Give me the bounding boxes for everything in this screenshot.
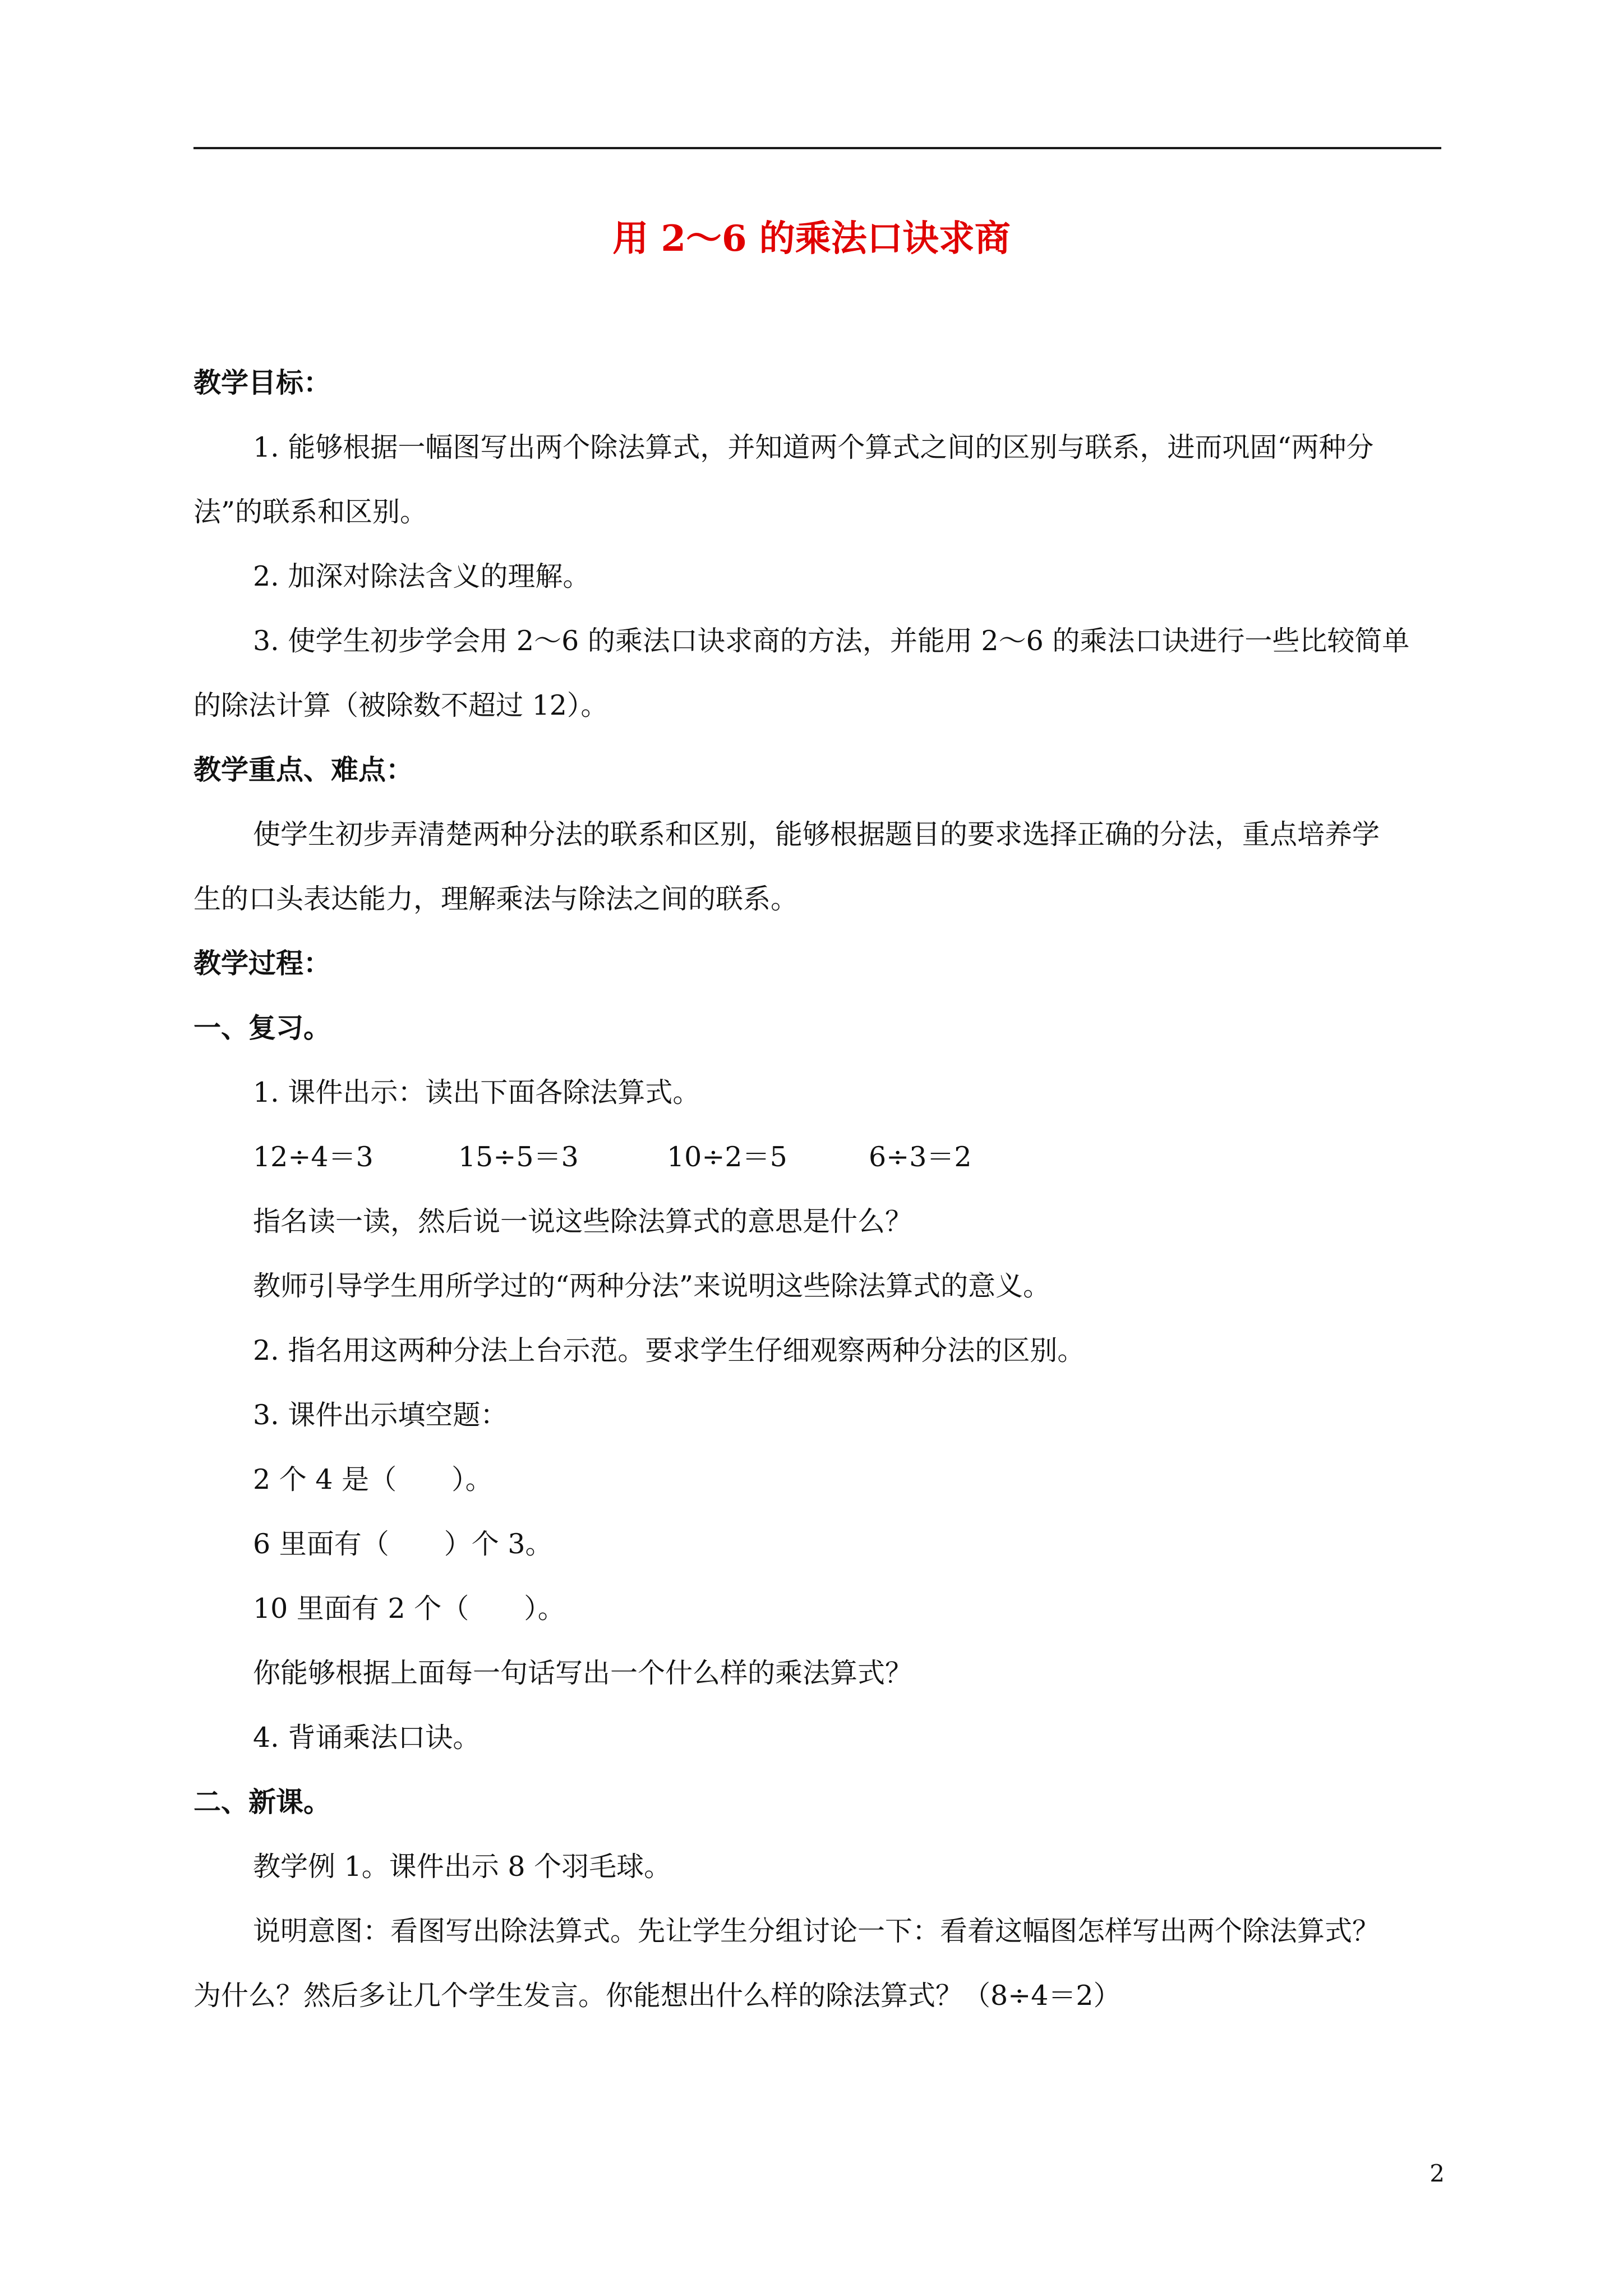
goal-2: 2. 加深对除法含义的理解。 [253, 560, 591, 592]
review-item-4: 4. 背诵乘法口诀。 [253, 1722, 481, 1754]
equation: 15÷5＝3 [458, 1141, 579, 1173]
new-lesson-explain-line-2: 为什么？然后多让几个学生发言。你能想出什么样的除法算式？（8÷4＝2） [193, 1980, 1121, 2012]
review-item-3: 3. 课件出示填空题： [253, 1399, 508, 1431]
goal-3-line-2: 的除法计算（被除数不超过 12）。 [193, 689, 608, 721]
fill-blank-1: 2 个 4 是（ ）。 [253, 1464, 493, 1496]
goal-1-line-2: 法”的联系和区别。 [193, 496, 428, 528]
page-number: 2 [1430, 2160, 1445, 2187]
document-body [193, 351, 1441, 2028]
goal-3-line-1: 3. 使学生初步学会用 2～6 的乘法口诀求商的方法，并能用 2～6 的乘法口诀进行一些比较简单 [253, 625, 1410, 657]
section-heading-review: 一、复习。 [193, 1011, 331, 1044]
fill-blank-2: 6 里面有（ ）个 3。 [253, 1528, 553, 1560]
review-item-1: 1. 课件出示：读出下面各除法算式。 [253, 1076, 700, 1108]
review-teacher-guide: 教师引导学生用所学过的“两种分法”来说明这些除法算式的意义。 [253, 1270, 1051, 1302]
review-read-prompt: 指名读一读，然后说一说这些除法算式的意思是什么？ [253, 1205, 913, 1237]
section-heading-key-points: 教学重点、难点： [193, 753, 414, 786]
header-rule [193, 147, 1441, 149]
equation: 10÷2＝5 [667, 1141, 787, 1173]
new-lesson-explain-line-1: 说明意图：看图写出除法算式。先让学生分组讨论一下：看着这幅图怎样写出两个除法算式？ [253, 1915, 1380, 1947]
equation-row [193, 1125, 1441, 1189]
key-points-line-1: 使学生初步弄清楚两种分法的联系和区别，能够根据题目的要求选择正确的分法，重点培养学 [253, 818, 1380, 850]
key-points-line-2: 生的口头表达能力，理解乘法与除法之间的联系。 [193, 883, 799, 915]
review-question: 你能够根据上面每一句话写出一个什么样的乘法算式？ [253, 1657, 913, 1689]
review-item-2: 2. 指名用这两种分法上台示范。要求学生仔细观察两种分法的区别。 [253, 1335, 1085, 1366]
fill-blank-3: 10 里面有 2 个（ ）。 [253, 1593, 565, 1625]
equation: 12÷4＝3 [253, 1141, 374, 1173]
goal-1-line-1: 1. 能够根据一幅图写出两个除法算式，并知道两个算式之间的区别与联系，进而巩固“两种分 [253, 431, 1374, 463]
section-heading-new-lesson: 二、新课。 [193, 1786, 331, 1818]
section-heading-goals: 教学目标： [193, 366, 331, 399]
section-heading-process: 教学过程： [193, 947, 331, 979]
equation: 6÷3＝2 [869, 1141, 972, 1173]
document-title: 用 2～6 的乘法口诀求商 [612, 218, 1011, 260]
new-lesson-example: 教学例 1。课件出示 8 个羽毛球。 [253, 1851, 672, 1883]
